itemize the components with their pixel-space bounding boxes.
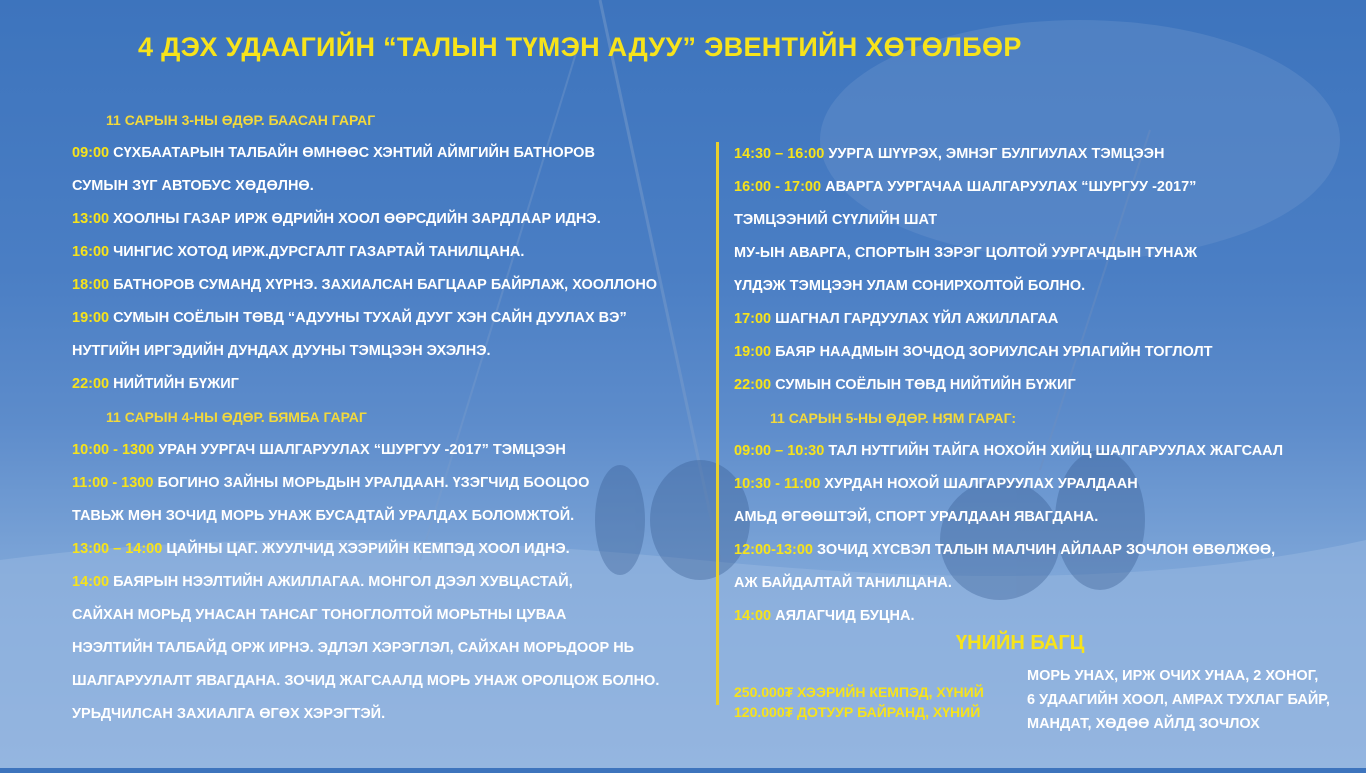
row-text: ЗОЧИД ХҮСВЭЛ ТАЛЫН МАЛЧИН АЙЛААР ЗОЧЛОН ӨВӨЛЖӨӨ, bbox=[813, 542, 1276, 558]
schedule-row bbox=[72, 467, 712, 500]
schedule-row bbox=[72, 665, 712, 698]
schedule-row bbox=[734, 204, 1354, 237]
row-text: ҮЛДЭЖ ТЭМЦЭЭН УЛАМ СОНИРХОЛТОЙ БОЛНО. bbox=[734, 278, 1086, 294]
row-text: АЖ БАЙДАЛТАЙ ТАНИЛЦАНА. bbox=[734, 575, 952, 591]
schedule-row bbox=[734, 171, 1354, 204]
time-label: 22:00 bbox=[72, 376, 110, 392]
day-heading: 11 САРЫН 3-НЫ ӨДӨР. БААСАН ГАРАГ bbox=[106, 112, 376, 128]
row-text: ЧИНГИС ХОТОД ИРЖ.ДУРСГАЛТ ГАЗАРТАЙ ТАНИЛЦАНА. bbox=[109, 244, 525, 260]
row-text: ШАГНАЛ ГАРДУУЛАХ ҮЙЛ АЖИЛЛАГАА bbox=[771, 311, 1059, 327]
schedule-row bbox=[72, 500, 712, 533]
schedule-row bbox=[72, 203, 712, 236]
time-label: 10:30 - 11:00 bbox=[734, 476, 821, 492]
schedule-row bbox=[734, 600, 1354, 633]
row-text: УРАН УУРГАЧ ШАЛГАРУУЛАХ “ШУРГУУ -2017” ТЭМЦЭЭН bbox=[154, 442, 566, 458]
schedule-row bbox=[72, 533, 712, 566]
schedule-row bbox=[734, 435, 1354, 468]
row-text: НЭЭЛТИЙН ТАЛБАЙД ОРЖ ИРНЭ. ЭДЛЭЛ ХЭРЭГЛЭЛ, САЙХАН МОРЬДООР НЬ bbox=[72, 640, 635, 656]
schedule-row bbox=[72, 599, 712, 632]
row-text: БАЯР НААДМЫН ЗОЧДОД ЗОРИУЛСАН УРЛАГИЙН ТОГЛОЛТ bbox=[771, 344, 1213, 360]
schedule-row bbox=[72, 566, 712, 599]
schedule-row bbox=[734, 468, 1354, 501]
schedule-row bbox=[734, 237, 1354, 270]
time-label: 14:00 bbox=[734, 608, 772, 624]
time-label: 13:00 – 14:00 bbox=[72, 541, 163, 557]
time-label: 19:00 bbox=[72, 310, 110, 326]
row-text: АМЬД ӨГӨӨШТЭЙ, СПОРТ УРАЛДААН ЯВАГДАНА. bbox=[734, 509, 1099, 525]
row-text: ТАВЬЖ МӨН ЗОЧИД МОРЬ УНАЖ БУСАДТАЙ УРАЛДАХ БОЛОМЖТОЙ. bbox=[72, 508, 575, 524]
row-text: БОГИНО ЗАЙНЫ МОРЬДЫН УРАЛДААН. ҮЗЭГЧИД БООЦОО bbox=[153, 475, 590, 491]
price-description-line: МАНДАТ, ХӨДӨӨ АЙЛД ЗОЧЛОХ bbox=[1027, 716, 1260, 732]
row-text: ХУРДАН НОХОЙ ШАЛГАРУУЛАХ УРАЛДААН bbox=[820, 476, 1138, 492]
schedule-row bbox=[72, 335, 712, 368]
schedule-row bbox=[734, 138, 1354, 171]
time-label: 14:00 bbox=[72, 574, 110, 590]
schedule-row bbox=[72, 632, 712, 665]
row-text: СУМЫН СОЁЛЫН ТӨВД “АДУУНЫ ТУХАЙ ДУУГ ХЭН САЙН ДУУЛАХ ВЭ” bbox=[109, 310, 627, 326]
time-label: 22:00 bbox=[734, 377, 772, 393]
schedule-row bbox=[734, 270, 1354, 303]
row-text: ЦАЙНЫ ЦАГ. ЖУУЛЧИД ХЭЭРИЙН КЕМПЭД ХООЛ ИДНЭ. bbox=[162, 541, 570, 557]
schedule-right bbox=[734, 138, 1354, 633]
row-text: ШАЛГАРУУЛАЛТ ЯВАГДАНА. ЗОЧИД ЖАГСААЛД МОРЬ УНАЖ ОРОЛЦОЖ БОЛНО. bbox=[72, 673, 660, 689]
row-text: АВАРГА УУРГАЧАА ШАЛГАРУУЛАХ “ШУРГУУ -2017” bbox=[821, 179, 1197, 195]
row-text: СУМЫН СОЁЛЫН ТӨВД НИЙТИЙН БҮЖИГ bbox=[771, 377, 1076, 393]
day-heading: 11 САРЫН 4-НЫ ӨДӨР. БЯМБА ГАРАГ bbox=[106, 409, 367, 425]
schedule-left bbox=[72, 104, 712, 731]
schedule-row bbox=[72, 368, 712, 401]
schedule-row bbox=[72, 137, 712, 170]
column-divider bbox=[716, 142, 719, 705]
schedule-row bbox=[72, 269, 712, 302]
time-label: 16:00 bbox=[72, 244, 110, 260]
time-label: 16:00 - 17:00 bbox=[734, 179, 822, 195]
time-label: 12:00-13:00 bbox=[734, 542, 813, 558]
schedule-row bbox=[72, 236, 712, 269]
row-text: БАТНОРОВ СУМАНД ХҮРНЭ. ЗАХИАЛСАН БАГЦААР БАЙРЛАЖ, ХООЛЛОНО bbox=[109, 277, 658, 293]
row-text: НУТГИЙН ИРГЭДИЙН ДУНДАХ ДУУНЫ ТЭМЦЭЭН ЭХЭЛНЭ. bbox=[72, 343, 491, 359]
row-text: БАЯРЫН НЭЭЛТИЙН АЖИЛЛАГАА. МОНГОЛ ДЭЭЛ ХУВЦАСТАЙ, bbox=[109, 574, 573, 590]
time-label: 11:00 - 1300 bbox=[72, 475, 154, 491]
schedule-row bbox=[734, 501, 1354, 534]
row-text: СУМЫН ЗҮГ АВТОБУС ХӨДӨЛНӨ. bbox=[72, 178, 314, 194]
price-package-title: ҮНИЙН БАГЦ bbox=[956, 632, 1085, 654]
row-text: НИЙТИЙН БҮЖИГ bbox=[109, 376, 239, 392]
time-label: 09:00 bbox=[72, 145, 110, 161]
schedule-row bbox=[72, 434, 712, 467]
schedule-row bbox=[72, 698, 712, 731]
time-label: 09:00 – 10:30 bbox=[734, 443, 825, 459]
day-heading: 11 САРЫН 5-НЫ ӨДӨР. НЯМ ГАРАГ: bbox=[770, 410, 1017, 426]
row-text: МУ-ЫН АВАРГА, СПОРТЫН ЗЭРЭГ ЦОЛТОЙ УУРГАЧДЫН ТУНАЖ bbox=[734, 245, 1198, 261]
schedule-row bbox=[734, 534, 1354, 567]
price-item: 250.000₮ ХЭЭРИЙН КЕМПЭД, ХҮНИЙ bbox=[734, 684, 984, 700]
time-label: 18:00 bbox=[72, 277, 110, 293]
price-list bbox=[734, 682, 984, 722]
row-text: САЙХАН МОРЬД УНАСАН ТАНСАГ ТОНОГЛОЛТОЙ МОРЬТНЫ ЦУВАА bbox=[72, 607, 567, 623]
page-title: 4 ДЭХ УДААГИЙН “ТАЛЫН ТҮМЭН АДУУ” ЭВЕНТИЙН ХӨТӨЛБӨР bbox=[138, 32, 1022, 62]
time-label: 13:00 bbox=[72, 211, 110, 227]
row-text: ТАЛ НУТГИЙН ТАЙГА НОХОЙН ХИЙЦ ШАЛГАРУУЛАХ ЖАГСААЛ bbox=[824, 443, 1284, 459]
price-description bbox=[1027, 664, 1357, 736]
schedule-row bbox=[734, 369, 1354, 402]
schedule-row bbox=[734, 567, 1354, 600]
row-text: ТЭМЦЭЭНИЙ СҮҮЛИЙН ШАТ bbox=[734, 212, 938, 228]
row-text: УУРГА ШҮҮРЭХ, ЭМНЭГ БУЛГИУЛАХ ТЭМЦЭЭН bbox=[824, 146, 1165, 162]
schedule-row bbox=[734, 336, 1354, 369]
time-label: 14:30 – 16:00 bbox=[734, 146, 825, 162]
schedule-row bbox=[72, 302, 712, 335]
time-label: 10:00 - 1300 bbox=[72, 442, 155, 458]
price-description-line: 6 УДААГИЙН ХООЛ, АМРАХ ТУХЛАГ БАЙР, bbox=[1027, 692, 1330, 708]
row-text: АЯЛАГЧИД БУЦНА. bbox=[771, 608, 915, 624]
time-label: 19:00 bbox=[734, 344, 772, 360]
price-description-line: МОРЬ УНАХ, ИРЖ ОЧИХ УНАА, 2 ХОНОГ, bbox=[1027, 668, 1319, 684]
row-text: ХООЛНЫ ГАЗАР ИРЖ ӨДРИЙН ХООЛ ӨӨРСДИЙН ЗАРДЛААР ИДНЭ. bbox=[109, 211, 601, 227]
schedule-row bbox=[72, 170, 712, 203]
row-text: СҮХБААТАРЫН ТАЛБАЙН ӨМНӨӨС ХЭНТИЙ АЙМГИЙН БАТНОРОВ bbox=[109, 145, 595, 161]
schedule-row bbox=[734, 303, 1354, 336]
time-label: 17:00 bbox=[734, 311, 772, 327]
price-item: 120.000₮ ДОТУУР БАЙРАНД, ХҮНИЙ bbox=[734, 704, 981, 720]
row-text: УРЬДЧИЛСАН ЗАХИАЛГА ӨГӨХ ХЭРЭГТЭЙ. bbox=[72, 706, 386, 722]
